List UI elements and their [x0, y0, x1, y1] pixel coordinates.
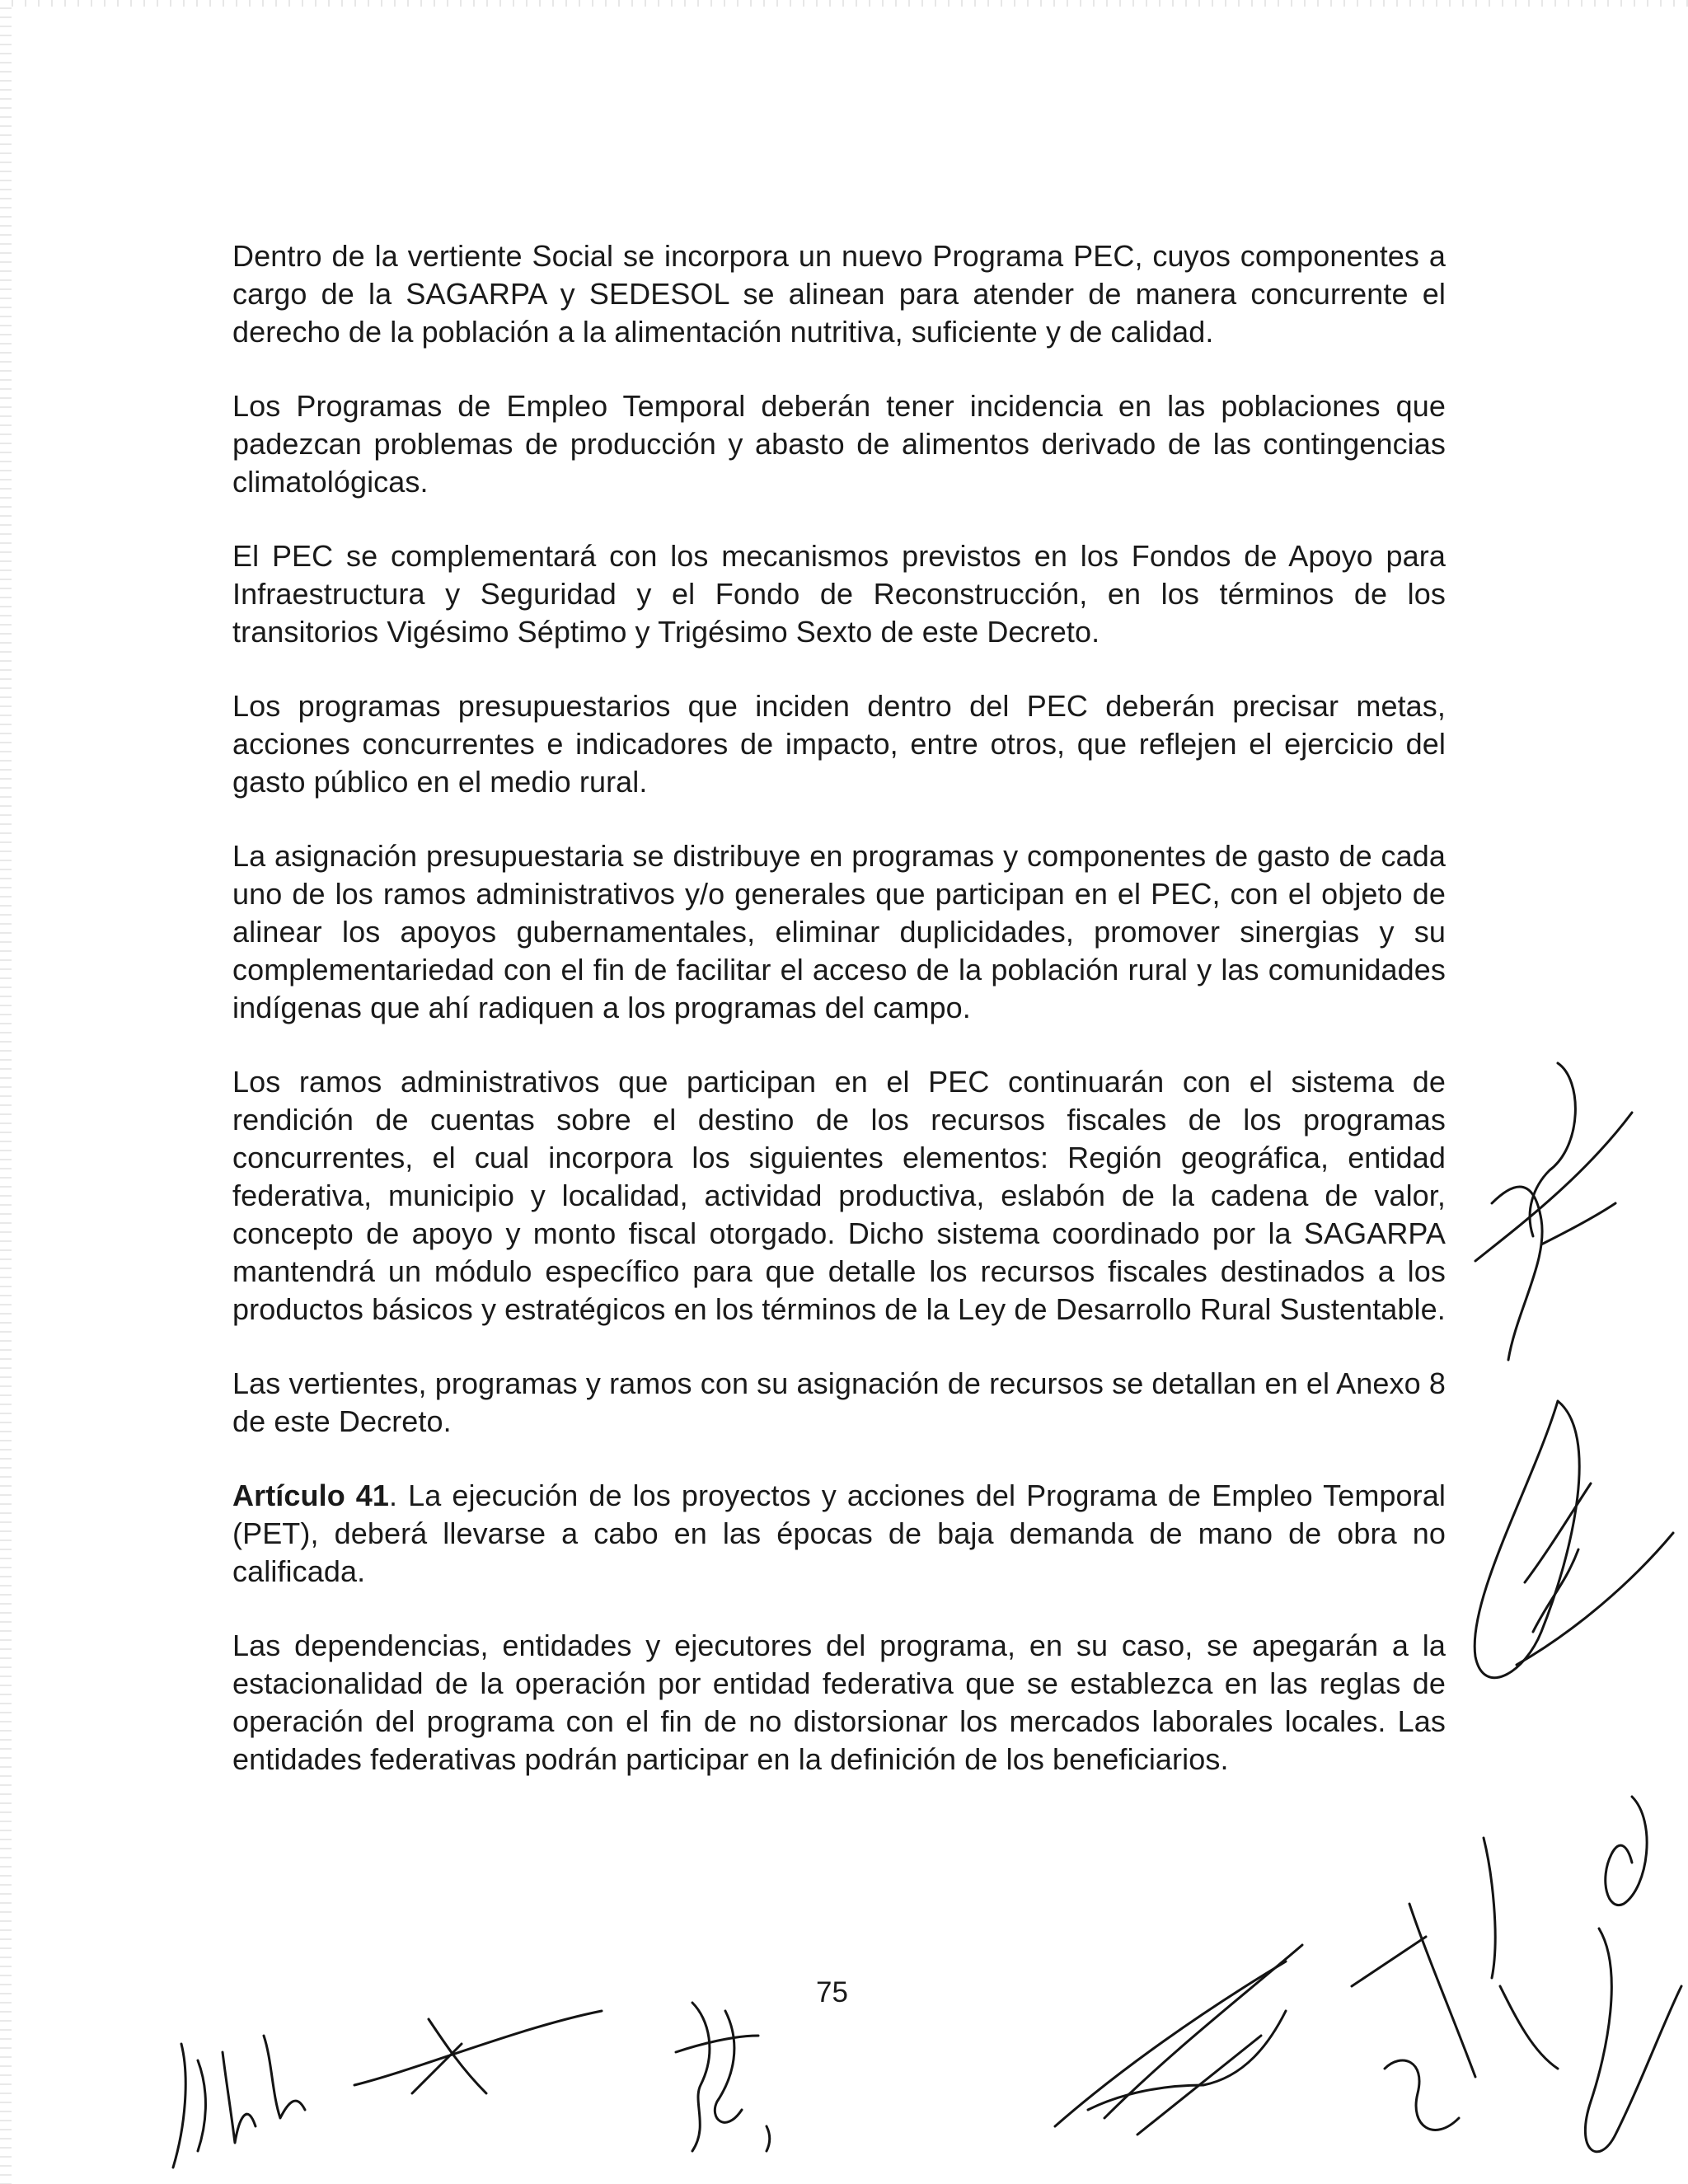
signature-bottom-5	[1335, 1887, 1500, 2168]
signature-bottom-4	[1039, 1912, 1335, 2168]
signature-right-margin-2	[1434, 1385, 1681, 1731]
paragraph-asignacion-presupuestaria: La asignación presupuestaria se distribuye en programas y componentes de gasto de cada uno de los ramos administrativos y/o generales que participan en el PEC, con el objeto de alinear los apoyos gubernamentales, eliminar duplicidades, promover sinergias y su complementariedad con el fin de facilitar el acceso de la población rural y las comunidades indígenas que ahí radiquen a los programas del campo.	[232, 839, 1446, 1024]
scan-artifact-top	[0, 0, 1688, 7]
signature-bottom-3	[643, 1986, 791, 2168]
paragraph-ramos-administrativos: Los ramos administrativos que participan en el PEC continuarán con el sistema de rendición de cuentas sobre el destino de los recursos fiscales de los programas concurrentes, el cual incorpora los siguientes elementos: Región geográfica, entidad federativa, municipio y localidad, actividad productiva, eslabón de la cadena de valor, concepto de apoyo y monto fiscal otorgado. Dicho sistema coordinado por la SAGARPA mantendrá un módulo específico para que detalle los recursos fiscales destinados a los productos básicos y estratégicos en los términos de la Ley de Desarrollo Rural Sustentable.	[232, 1065, 1446, 1326]
paragraph-empleo-temporal: Los Programas de Empleo Temporal deberán tener incidencia en las poblaciones que padezcan problemas de producción y abasto de alimentos derivado de las contingencias climatológicas.	[232, 389, 1446, 499]
paragraph-pec-complemento: El PEC se complementará con los mecanismos previstos en los Fondos de Apoyo para Infraestructura y Seguridad y el Fondo de Reconstrucción, en los términos de los transitorios Vigésimo Séptimo y Trigésimo Sexto de este Decreto.	[232, 539, 1446, 649]
scan-artifact-left-edge	[0, 0, 12, 2184]
paragraph-articulo-41	[232, 1477, 1446, 1591]
signature-bottom-1	[165, 1978, 330, 2184]
paragraph-programas-presupuestarios: Los programas presupuestarios que inciden dentro del PEC deberán precisar metas, acciones concurrentes e indicadores de impacto, entre otros, que reflejen el ejercicio del gasto público en el medio rural.	[232, 689, 1446, 799]
paragraph-dependencias-entidades: Las dependencias, entidades y ejecutores del programa, en su caso, se apegarán a la estacionalidad de la operación por entidad federativa que se establezca en las reglas de operación del programa con el fin de no distorsionar los mercados laborales locales. Las entidades federativas podrán participar en la definición de los beneficiarios.	[232, 1629, 1446, 1776]
page-number: 75	[816, 1976, 848, 2008]
paragraph-vertientes-anexo: Las vertientes, programas y ramos con su asignación de recursos se detallan en el Anexo 8 de este Decreto.	[232, 1366, 1446, 1438]
document-body	[232, 237, 1446, 1815]
signature-right-margin-1	[1459, 1047, 1657, 1393]
signature-bottom-2	[338, 1994, 618, 2110]
article-label: Artículo 41	[232, 1479, 390, 1512]
article-text: . La ejecución de los proyectos y acciones del Programa de Empleo Temporal (PET), deberá llevarse a cabo en las épocas de baja demanda de mano de obra no calificada.	[232, 1479, 1446, 1588]
paragraph-vertiente-social: Dentro de la vertiente Social se incorpora un nuevo Programa PEC, cuyos componentes a cargo de la SAGARPA y SEDESOL se alinean para atender de manera concurrente el derecho de la población a la alimentación nutritiva, suficiente y de calidad.	[232, 239, 1446, 349]
